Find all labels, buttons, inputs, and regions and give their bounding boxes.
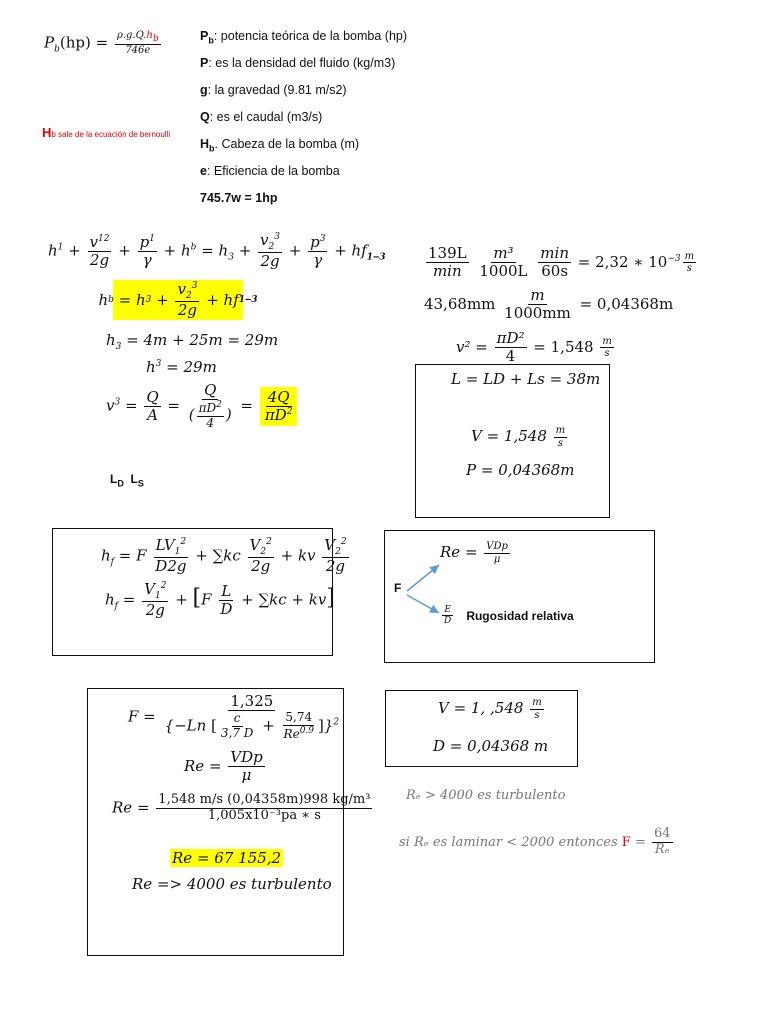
velocity-value: V = 1,548 $\frac{m}{s}$ <box>471 425 566 449</box>
flow-conversion: $\frac{139L}{\min}$ $\frac{\text{m³}}{1000L}$ $\frac{\min}{60s}$ = 2,32 ∗ $10^{-3}$ $\frac{m}{s}$ <box>428 244 695 281</box>
turbulent-note: Rₑ > 4000 es turbulento <box>406 788 566 803</box>
relative-roughness: $\frac{E}{D}$ Rugosidad relativa <box>444 605 574 627</box>
parameters-box <box>415 364 610 518</box>
pump-power-formula: $P_b(hp)$ = $\frac{\rho.g.Q.h_b}{746e}$ <box>44 30 159 57</box>
definition-hp: 745.7w = 1hp <box>200 191 278 205</box>
h3-value: $h^3 = 29m$ <box>146 358 217 376</box>
reynolds-definition: Re = $\frac{\text{VDp}}{\mu}$ <box>440 541 508 565</box>
hb-bernoulli-note: Hb sale de la ecuación de bernoulli <box>42 125 171 140</box>
definition-p: P: es la densidad del fluido (kg/m3) <box>200 56 396 70</box>
friction-factor-box <box>384 530 655 663</box>
head-loss-box <box>52 528 347 656</box>
reynolds-conclusion: Re => 4000 es turbulento <box>132 875 332 893</box>
diameter-conversion: 43,68mm $\frac{m}{1000mm}$ = 0,04368m <box>424 286 674 323</box>
velocity-squared: v² = $\frac{\text{πD²}}{4}$ = 1,548 $\frac{m}{s}$ <box>456 329 612 366</box>
friction-formula: F = 1,325 {−Ln [ $\frac{c}{3,7 D}$ + $\frac{5,74}{Re^{0.9}}$ ]}$^2$ <box>128 692 340 742</box>
velocity-line: V = 1, ,548 $\frac{m}{s}$ <box>438 697 542 721</box>
definition-e: e: Eficiencia de la bomba <box>200 164 340 178</box>
h3-sum: $h_3 = 4m + 25m = 29m$ <box>106 331 279 352</box>
reynolds-calculation: Re = $\frac{\text{1,548 m/s (0,04358m)998 kg/m³}}{\text{1,005x10⁻³pa ∗ s}}$ <box>112 792 371 823</box>
reynolds-result: Re = 67 155,2 <box>172 849 282 867</box>
definition-q: Q: es el caudal (m3/s) <box>200 110 323 124</box>
length-total: L = LD + Ls = 38m <box>451 370 601 388</box>
pipe-diameter-value: P = 0,04368m <box>466 461 575 479</box>
definition-hb: $H_b$. Cabeza de la bomba (m) <box>200 137 360 154</box>
ld-ls-labels: $L_D$ $L_S$ <box>110 472 144 489</box>
hb-equation: h b = h 3 + $\frac{v_2^3}{2g}$ + hf 1‒3 <box>98 279 258 320</box>
diameter-line: D = 0,04368 m <box>433 737 549 755</box>
velocity-equation: $v^3$ = $\frac{Q}{A}$ = Q ( $\frac{\pi D^2}{4}$ ) = $\frac{4Q}{\pi D^2}$ <box>106 382 299 431</box>
laminar-note: si Rₑ es laminar < 2000 entonces F = $\frac{64}{\text{Rₑ}}$ <box>399 826 671 857</box>
definition-pb: $P_b$: potencia teórica de la bomba (hp) <box>200 29 408 46</box>
velocity-diameter-box <box>385 690 578 767</box>
head-loss-equation-1: $h_f = F$ $\frac{LV_1^2}{D2g}$ + ∑kc $\frac{V_2^2}{2g}$ + kv $\frac{V_2^2}{2g}$ <box>101 536 347 576</box>
head-loss-equation-2: $h_f$ = $\frac{V_1^2}{2g}$ + [F $\frac{L}{D}$ + ∑kc + kv] <box>105 580 335 620</box>
f-label: F <box>394 581 402 595</box>
bernoulli-equation: $h^1$ + $\frac{v^{12}}{2g}$ + $\frac{p^1}{\gamma}$ + $h^b = h_3$ + $\frac{v_2^3}{2g}$ + $\frac{p^3}{\gamma}$ + $hf_{1‒3}$ <box>48 231 386 271</box>
reynolds-formula: Re = $\frac{\text{VDp}}{\mu}$ <box>184 748 263 785</box>
colebrook-box <box>87 688 371 956</box>
definition-g: g: la gravedad (9.81 m/s2) <box>200 83 347 97</box>
